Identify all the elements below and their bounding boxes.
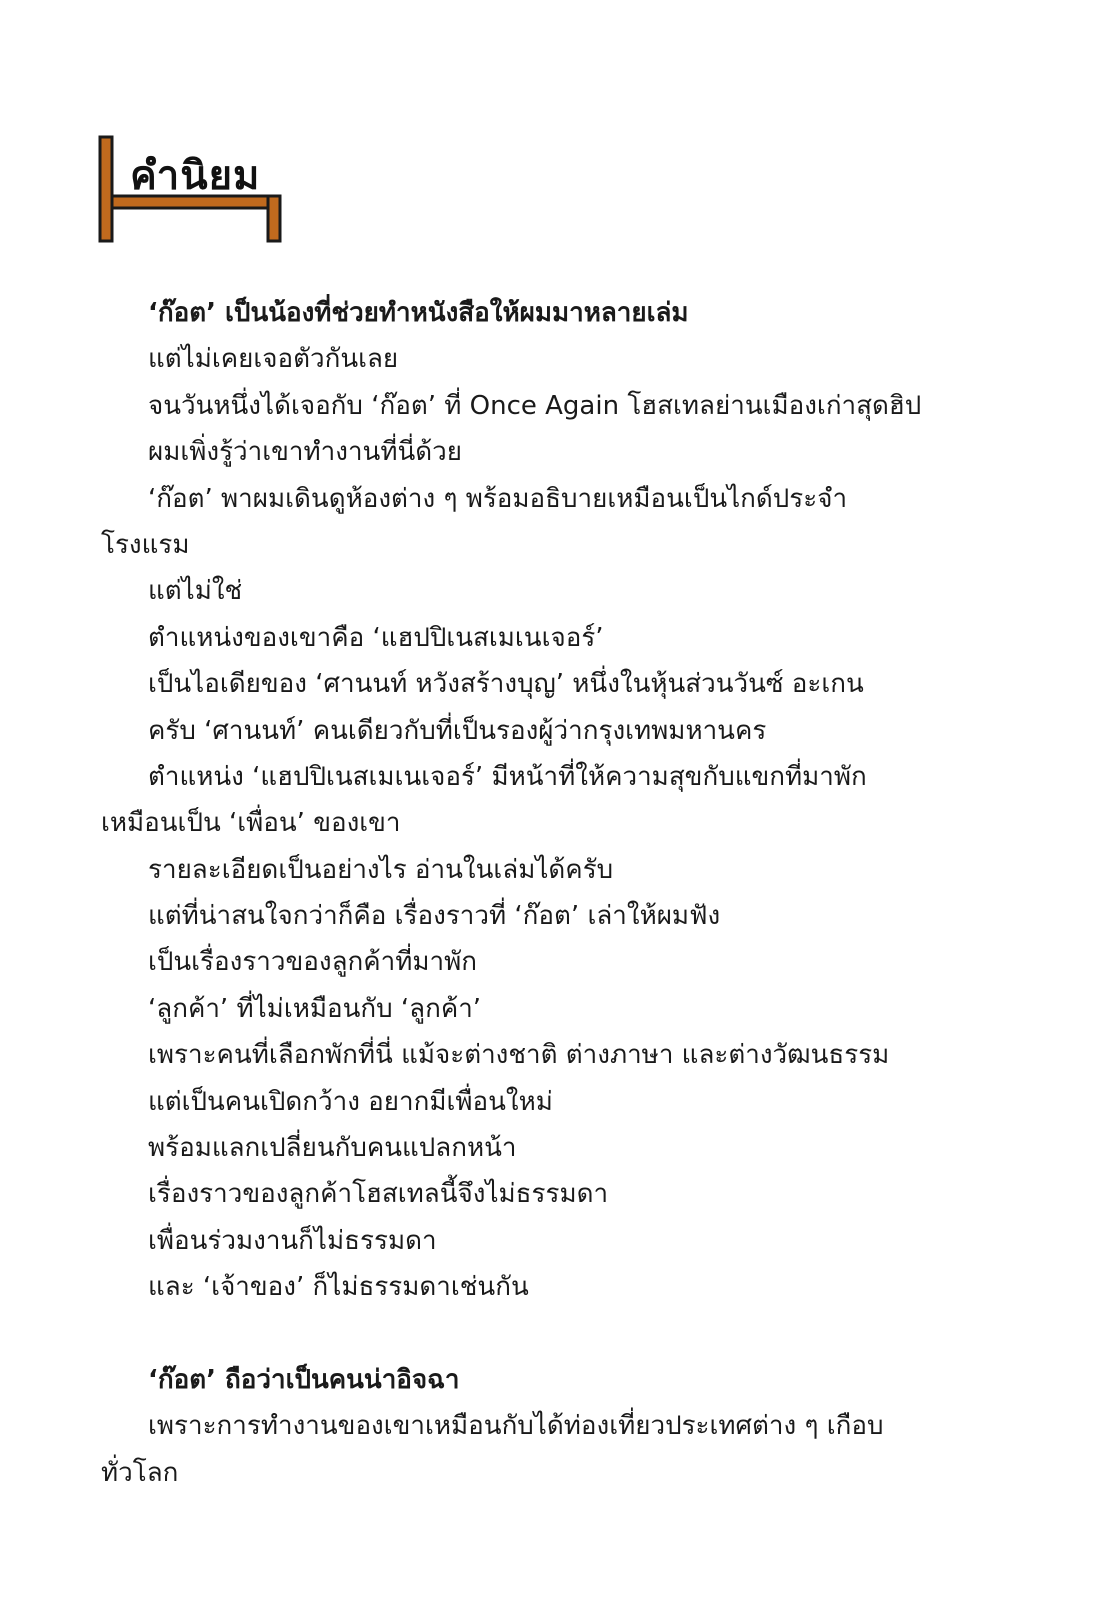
text-line: เพราะคนที่เลือกพักที่นี่ แม้จะต่างชาติ ต่างภาษา และต่างวัฒนธรรม xyxy=(148,1040,890,1071)
text-line: เป็นเรื่องราวของลูกค้าที่มาพัก xyxy=(148,947,477,978)
text-line: ‘ก๊อต’ พาผมเดินดูห้องต่าง ๆ พร้อมอธิบายเหมือนเป็นไกด์ประจำ xyxy=(148,483,848,514)
paragraph-block xyxy=(101,1357,891,1496)
text-line: แต่เป็นคนเปิดกว้าง อยากมีเพื่อนใหม่ xyxy=(148,1086,553,1117)
paragraph-lead-line: ‘ก๊อต’ เป็นน้องที่ช่วยทำหนังสือให้ผมมาหลายเล่ม xyxy=(148,298,689,328)
text-line: แต่ไม่เคยเจอตัวกันเลย xyxy=(148,344,399,375)
text-line: จนวันหนึ่งได้เจอกับ ‘ก๊อต’ ที่ Once Again โฮสเทลย่านเมืองเก่าสุดฮิป xyxy=(148,390,922,421)
page-title: คำนิยม xyxy=(130,153,261,199)
text-line: แต่ที่น่าสนใจกว่าก็คือ เรื่องราวที่ ‘ก๊อต’ เล่าให้ผมฟัง xyxy=(148,901,721,932)
text-line: เหมือนเป็น ‘เพื่อน’ ของเขา xyxy=(101,808,401,839)
text-line: เพื่อนร่วมงานก็ไม่ธรรมดา xyxy=(148,1225,437,1256)
paragraph-lead-line: ‘ก๊อต’ ถือว่าเป็นคนน่าอิจฉา xyxy=(148,1364,460,1395)
text-line: รายละเอียดเป็นอย่างไร อ่านในเล่มได้ครับ xyxy=(148,854,614,885)
text-line: ครับ ‘ศานนท์’ คนเดียวกับที่เป็นรองผู้ว่ากรุงเทพมหานคร xyxy=(148,715,767,746)
text-line: เป็นไอเดียของ ‘ศานนท์ หวังสร้างบุญ’ หนึ่งในหุ้นส่วนวันซ์ อะเกน xyxy=(148,669,864,700)
text-line: ผมเพิ่งรู้ว่าเขาทำงานที่นี่ด้วย xyxy=(148,437,462,468)
text-line: โรงแรม xyxy=(101,529,190,560)
section-heading xyxy=(98,135,288,247)
paragraph-block xyxy=(101,290,922,1311)
text-line: แต่ไม่ใช่ xyxy=(148,576,243,607)
text-line: เรื่องราวของลูกค้าโฮสเทลนี้จึงไม่ธรรมดา xyxy=(148,1179,609,1210)
text-line: พร้อมแลกเปลี่ยนกับคนแปลกหน้า xyxy=(148,1133,517,1164)
text-line: ตำแหน่งของเขาคือ ‘แฮปปิเนสเมเนเจอร์’ xyxy=(148,622,604,653)
text-line: ตำแหน่ง ‘แฮปปิเนสเมเนเจอร์’ มีหน้าที่ให้ความสุขกับแขกที่มาพัก xyxy=(148,761,867,792)
paragraph-gap xyxy=(101,1311,891,1357)
text-line: ‘ลูกค้า’ ที่ไม่เหมือนกับ ‘ลูกค้า’ xyxy=(148,993,482,1024)
text-line: ทั่วโลก xyxy=(101,1457,179,1488)
document-body xyxy=(101,290,922,1496)
text-line: เพราะการทำงานของเขาเหมือนกับได้ท่องเที่ยวประเทศต่าง ๆ เกือบ xyxy=(148,1411,884,1442)
text-line: และ ‘เจ้าของ’ ก็ไม่ธรรมดาเช่นกัน xyxy=(148,1272,529,1303)
